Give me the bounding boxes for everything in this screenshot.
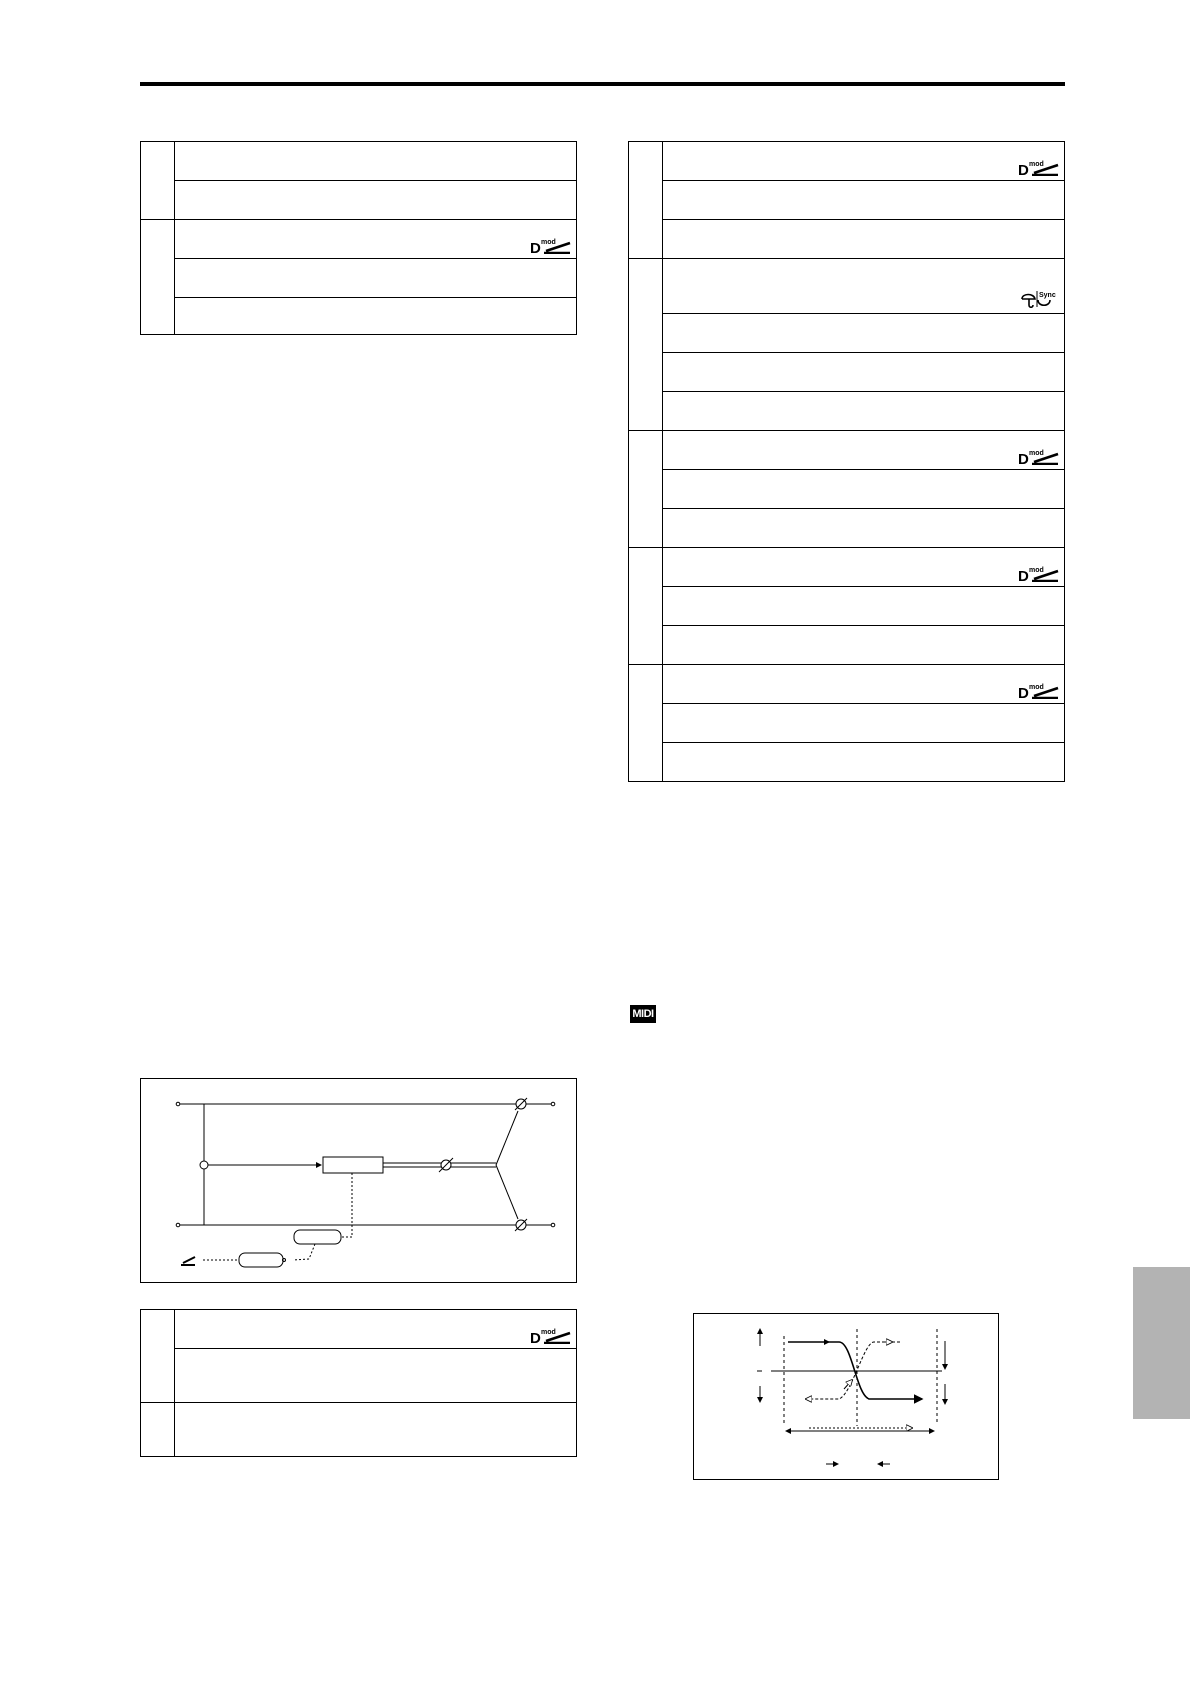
parameter-table-left-bottom [140, 1309, 577, 1457]
table-row [663, 626, 1065, 665]
table-row [663, 392, 1065, 431]
svg-text:mod: mod [1029, 161, 1044, 168]
group-cell [629, 259, 663, 431]
parameter-table-right [628, 141, 1065, 782]
mixer-node [200, 1161, 208, 1169]
group-cell [629, 665, 663, 782]
svg-text:mod: mod [541, 1329, 556, 1336]
svg-text:mod: mod [1029, 684, 1044, 691]
svg-text:D: D [530, 240, 541, 254]
group-cell [141, 1403, 175, 1457]
crossfade-graph [694, 1314, 998, 1479]
table-row [663, 509, 1065, 548]
group-cell [629, 431, 663, 548]
table-row [663, 743, 1065, 782]
table-row [663, 548, 1065, 587]
svg-text:mod: mod [1029, 567, 1044, 574]
section-tab [1133, 1267, 1190, 1419]
input-terminal-bottom [176, 1223, 180, 1227]
svg-text:D: D [530, 1330, 541, 1344]
dmod-icon [1018, 160, 1060, 176]
midi-icon: MIDI [630, 1005, 656, 1023]
table-row [175, 220, 577, 259]
dmod-icon [530, 1328, 572, 1344]
svg-text:Sync: Sync [1039, 292, 1056, 299]
input-terminal-top [176, 1102, 180, 1106]
table-row [175, 1349, 577, 1403]
table-row [175, 298, 577, 335]
signal-flow-diagram [141, 1079, 576, 1282]
svg-text:mod: mod [541, 239, 556, 246]
dmod-icon [1018, 566, 1060, 582]
svg-text:D: D [1018, 568, 1029, 582]
table-row [663, 181, 1065, 220]
table-row [175, 259, 577, 298]
parameter-table-left-top [140, 141, 577, 335]
table-row [175, 142, 577, 181]
pedal-icon [181, 1257, 195, 1265]
table-row [663, 704, 1065, 743]
table-row [663, 431, 1065, 470]
group-cell [141, 142, 175, 220]
svg-text:D: D [1018, 451, 1029, 465]
table-row [175, 181, 577, 220]
table-row [663, 220, 1065, 259]
output-terminal-top [551, 1102, 555, 1106]
sync-icon [1020, 290, 1058, 308]
table-row [663, 353, 1065, 392]
group-cell [629, 548, 663, 665]
table-row [175, 1403, 577, 1457]
svg-text:mod: mod [1029, 450, 1044, 457]
dmod-source-block [239, 1253, 283, 1267]
effect-block [323, 1157, 383, 1173]
header-rule [140, 82, 1065, 86]
table-row [663, 314, 1065, 353]
table-row [663, 142, 1065, 181]
svg-text:D: D [1018, 685, 1029, 699]
dmod-icon [1018, 449, 1060, 465]
block-diagram [140, 1078, 577, 1283]
table-row [663, 665, 1065, 704]
group-cell [629, 142, 663, 259]
dmod-icon [530, 238, 572, 254]
table-row [663, 587, 1065, 626]
table-row [663, 259, 1065, 314]
table-row [175, 1310, 577, 1349]
group-cell [141, 220, 175, 335]
svg-text:D: D [1018, 162, 1029, 176]
group-cell [141, 1310, 175, 1403]
crossfade-diagram [693, 1313, 999, 1480]
output-terminal-bottom [551, 1223, 555, 1227]
table-row [663, 470, 1065, 509]
lfo-block [294, 1230, 341, 1244]
dmod-icon [1018, 683, 1060, 699]
